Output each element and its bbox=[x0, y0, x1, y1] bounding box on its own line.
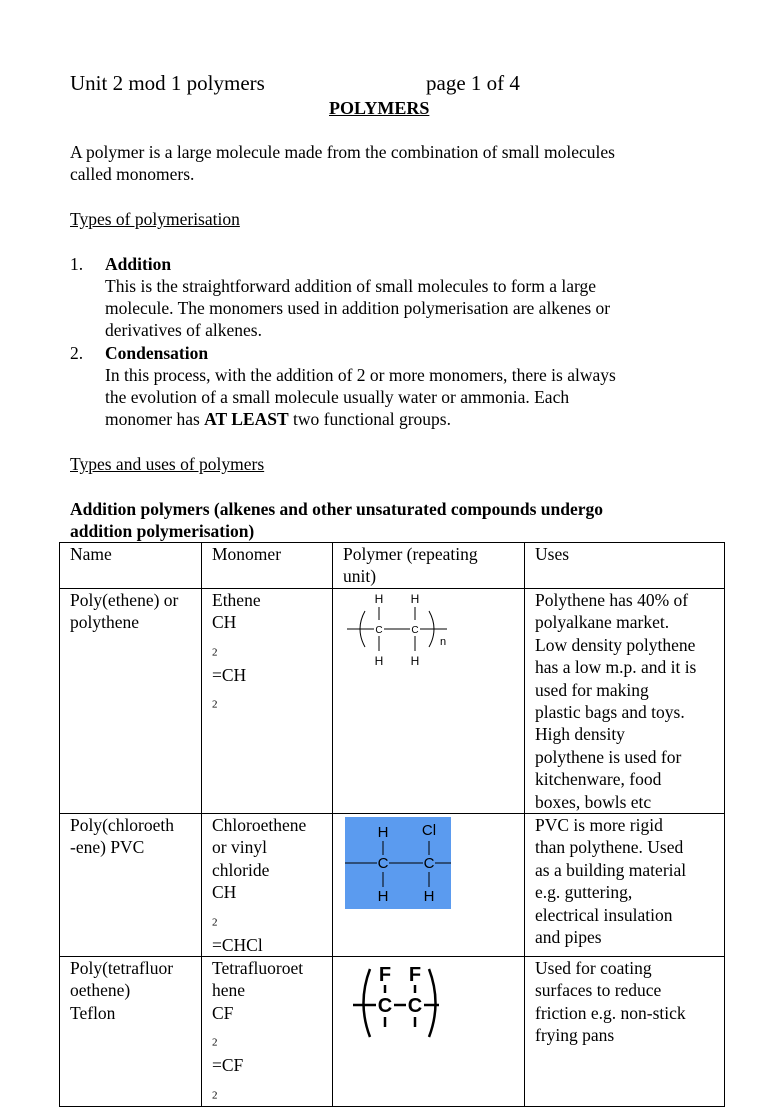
formula-sub: 2 bbox=[212, 1036, 218, 1049]
uses-line: than polythene. Used bbox=[535, 837, 684, 858]
list-item-text: In this process, with the addition of 2 or more monomers, there is always bbox=[105, 365, 616, 385]
polymer-name-cell bbox=[60, 814, 202, 957]
bond-lines bbox=[347, 607, 447, 651]
uses-line: has a low m.p. and it is bbox=[535, 657, 697, 678]
list-number: 1. bbox=[70, 254, 84, 274]
uses-line: Used for coating bbox=[535, 958, 652, 978]
uses-line: e.g. guttering, bbox=[535, 882, 633, 903]
atom-label: C bbox=[377, 995, 393, 1017]
formula-part: CH bbox=[212, 882, 237, 903]
uses-line: as a building material bbox=[535, 859, 687, 880]
polymer-name: -ene) PVC bbox=[70, 837, 145, 858]
page-title: POLYMERS bbox=[329, 98, 430, 118]
list-number: 2. bbox=[70, 343, 84, 363]
polymer-name: polythene bbox=[70, 612, 140, 633]
polymer-name: oethene) bbox=[70, 980, 131, 1001]
text-run: monomer has bbox=[105, 409, 205, 429]
table-row bbox=[60, 957, 725, 1107]
polymer-name-cell bbox=[60, 589, 202, 814]
monomer-name: chloride bbox=[212, 859, 270, 880]
table-header-row bbox=[60, 543, 725, 589]
table-row bbox=[60, 814, 725, 957]
uses-cell bbox=[525, 957, 725, 1107]
types-heading: Types of polymerisation bbox=[70, 209, 240, 229]
monomer-name: or vinyl bbox=[212, 837, 267, 858]
formula-sub: 2 bbox=[212, 1089, 218, 1102]
atom-label: C bbox=[411, 625, 419, 636]
atom-label: H bbox=[374, 654, 384, 668]
monomer-cell bbox=[202, 814, 333, 957]
list-item-text: molecule. The monomers used in addition polymerisation are alkenes or bbox=[105, 298, 611, 318]
atom-label: H bbox=[410, 592, 420, 606]
monomer-cell bbox=[202, 589, 333, 814]
header-monomer: Monomer bbox=[212, 544, 282, 564]
intro-line-1: A polymer is a large molecule made from the combination of small molecules bbox=[70, 142, 615, 162]
uses-line: electrical insulation bbox=[535, 904, 673, 925]
uses-line: boxes, bowls etc bbox=[535, 791, 652, 812]
emphasis: AT LEAST bbox=[204, 409, 289, 429]
polymer-structure-cell bbox=[333, 814, 525, 957]
table-caption: addition polymerisation) bbox=[70, 521, 255, 541]
table-caption: Addition polymers (alkenes and other unsaturated compounds undergo bbox=[70, 499, 604, 519]
uses-line: Polythene has 40% of bbox=[535, 590, 689, 610]
header-cell bbox=[333, 543, 525, 589]
atom-label: F bbox=[378, 964, 392, 986]
table-row bbox=[60, 589, 725, 814]
uses-cell bbox=[525, 814, 725, 957]
monomer-name: hene bbox=[212, 980, 246, 1001]
uses-line: plastic bags and toys. bbox=[535, 702, 685, 723]
uses-line: kitchenware, food bbox=[535, 769, 662, 790]
bond-lines bbox=[353, 969, 439, 1037]
atom-label: C bbox=[423, 855, 435, 873]
polymer-structure-cell bbox=[333, 957, 525, 1107]
atom-label: H bbox=[423, 888, 435, 906]
intro-line-2: called monomers. bbox=[70, 164, 195, 184]
header-name: Name bbox=[70, 544, 112, 564]
teflon-structure bbox=[353, 959, 453, 1039]
atom-label: H bbox=[374, 592, 384, 606]
formula-part: =CH bbox=[212, 664, 247, 685]
atom-label: Cl bbox=[421, 822, 437, 840]
header-page-number: page 1 of 4 bbox=[426, 71, 520, 95]
formula-sub: 2 bbox=[212, 698, 218, 711]
monomer-name: Chloroethene bbox=[212, 815, 307, 836]
atom-label: H bbox=[410, 654, 420, 668]
header-unit-label: Unit 2 mod 1 polymers bbox=[70, 71, 265, 95]
uses-line: used for making bbox=[535, 679, 649, 700]
uses-line: friction e.g. non-stick bbox=[535, 1002, 686, 1023]
formula-part: =CF bbox=[212, 1055, 244, 1076]
uses-line: frying pans bbox=[535, 1025, 615, 1046]
uses-line: High density bbox=[535, 724, 625, 745]
uses-cell bbox=[525, 589, 725, 814]
text-run: two functional groups. bbox=[288, 409, 451, 429]
monomer-formula bbox=[212, 1002, 328, 1107]
repeat-subscript: n bbox=[439, 636, 447, 648]
formula-part: CF bbox=[212, 1002, 234, 1023]
monomer-name: Ethene bbox=[212, 590, 261, 610]
polymer-name-cell bbox=[60, 957, 202, 1107]
formula-part: CH bbox=[212, 612, 237, 633]
monomer-cell bbox=[202, 957, 333, 1107]
uses-line: and pipes bbox=[535, 927, 602, 948]
list-item-title: Condensation bbox=[105, 343, 209, 363]
list-item-text: This is the straightforward addition of small molecules to form a large bbox=[105, 276, 597, 296]
formula-sub: 2 bbox=[212, 646, 218, 659]
uses-line: surfaces to reduce bbox=[535, 980, 662, 1001]
header-cell bbox=[202, 543, 333, 589]
uses-line: polythene is used for bbox=[535, 746, 682, 767]
header-uses: Uses bbox=[535, 544, 570, 564]
polymers-table bbox=[59, 542, 725, 1107]
atom-label: F bbox=[408, 964, 422, 986]
atom-label: C bbox=[407, 995, 423, 1017]
formula-sub: 2 bbox=[212, 916, 218, 929]
header-cell bbox=[60, 543, 202, 589]
pvc-structure bbox=[345, 817, 451, 909]
monomer-name: Tetrafluoroet bbox=[212, 958, 304, 978]
monomer-formula bbox=[212, 881, 328, 956]
list-item-text: the evolution of a small molecule usually water or ammonia. Each bbox=[105, 387, 570, 407]
list-item-text bbox=[105, 408, 451, 430]
atom-label: C bbox=[377, 855, 389, 873]
header-polymer: Polymer (repeating bbox=[343, 544, 478, 564]
polymer-name: Poly(tetrafluor bbox=[70, 958, 174, 978]
list-item-text: derivatives of alkenes. bbox=[105, 320, 262, 340]
uses-heading: Types and uses of polymers bbox=[70, 454, 265, 474]
list-item-title: Addition bbox=[105, 254, 172, 274]
polymer-name: Poly(chloroeth bbox=[70, 815, 175, 836]
atom-label: H bbox=[377, 824, 389, 842]
polyethene-structure bbox=[343, 589, 493, 669]
polymer-name: Poly(ethene) or bbox=[70, 590, 179, 610]
formula-part: =CHCl bbox=[212, 934, 263, 955]
header-cell bbox=[525, 543, 725, 589]
atom-label: H bbox=[377, 888, 389, 906]
atom-label: C bbox=[375, 625, 383, 636]
uses-line: polyalkane market. bbox=[535, 612, 670, 633]
polymer-structure-cell bbox=[333, 589, 525, 814]
header-polymer: unit) bbox=[343, 566, 377, 587]
uses-line: PVC is more rigid bbox=[535, 815, 663, 836]
polymer-name: Teflon bbox=[70, 1002, 116, 1023]
monomer-formula bbox=[212, 611, 328, 716]
uses-line: Low density polythene bbox=[535, 634, 696, 655]
